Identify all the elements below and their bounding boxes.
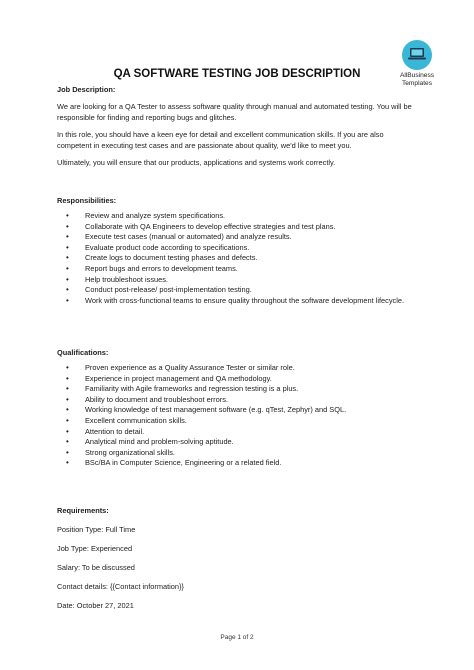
salary: Salary: To be discussed [57, 563, 135, 572]
list-item: • Attention to detail. [57, 427, 419, 438]
job-type: Job Type: Experienced [57, 544, 133, 553]
list-item: • Execute test cases (manual or automated) and analyze results. [57, 232, 419, 243]
responsibilities-list [57, 211, 419, 306]
list-item: • Create logs to document testing phases and defects. [57, 253, 419, 264]
qualifications-list [57, 363, 419, 469]
logo-line-1: AllBusiness [399, 72, 435, 79]
list-item: • Excellent communication skills. [57, 416, 419, 427]
qualifications-heading: Qualifications: [57, 348, 109, 357]
list-item: • Familiarity with Agile frameworks and regression testing is a plus. [57, 384, 419, 395]
list-item: • Analytical mind and problem-solving aptitude. [57, 437, 419, 448]
list-item: • Review and analyze system specifications. [57, 211, 419, 222]
list-item: • Evaluate product code according to specifications. [57, 243, 419, 254]
list-item: • Work with cross-functional teams to ensure quality throughout the software development lifecycle. [57, 296, 419, 307]
list-item: • Experience in project management and QA methodology. [57, 374, 419, 385]
date: Date: October 27, 2021 [57, 601, 134, 610]
job-description-paragraph-3: Ultimately, you will ensure that our products, applications and systems work correctly. [57, 158, 336, 167]
position-type: Position Type: Full Time [57, 525, 136, 534]
job-description-heading: Job Description: [57, 85, 116, 94]
laptop-icon [402, 40, 432, 70]
job-description-paragraph-1: We are looking for a QA Tester to assess software quality through manual and automated testing. You will be responsible for finding and reporting bugs and glitches. [57, 102, 412, 123]
list-item: • Conduct post-release/ post-implementation testing. [57, 285, 419, 296]
responsibilities-heading: Responsibilities: [57, 196, 117, 205]
requirements-heading: Requirements: [57, 506, 109, 515]
list-item: • Ability to document and troubleshoot errors. [57, 395, 419, 406]
list-item: • Report bugs and errors to development teams. [57, 264, 419, 275]
contact-details: Contact details: {{Contact information}} [57, 582, 184, 591]
page-title: QA SOFTWARE TESTING JOB DESCRIPTION [113, 68, 361, 80]
list-item: • BSc/BA in Computer Science, Engineering or a related field. [57, 458, 419, 469]
job-description-paragraph-2: In this role, you should have a keen eye for detail and excellent communication skills. If you are also competent in executing test cases and are passionate about quality, we'd like to meet you. [57, 130, 384, 151]
list-item: • Help troubleshoot issues. [57, 275, 419, 286]
list-item: • Proven experience as a Quality Assurance Tester or similar role. [57, 363, 419, 374]
list-item: • Collaborate with QA Engineers to develop effective strategies and test plans. [57, 222, 419, 233]
page-number: Page 1 of 2 [220, 634, 254, 641]
list-item: • Strong organizational skills. [57, 448, 419, 459]
list-item: • Working knowledge of test management software (e.g. qTest, Zephyr) and SQL. [57, 405, 419, 416]
logo-line-2: Templates [401, 79, 433, 87]
